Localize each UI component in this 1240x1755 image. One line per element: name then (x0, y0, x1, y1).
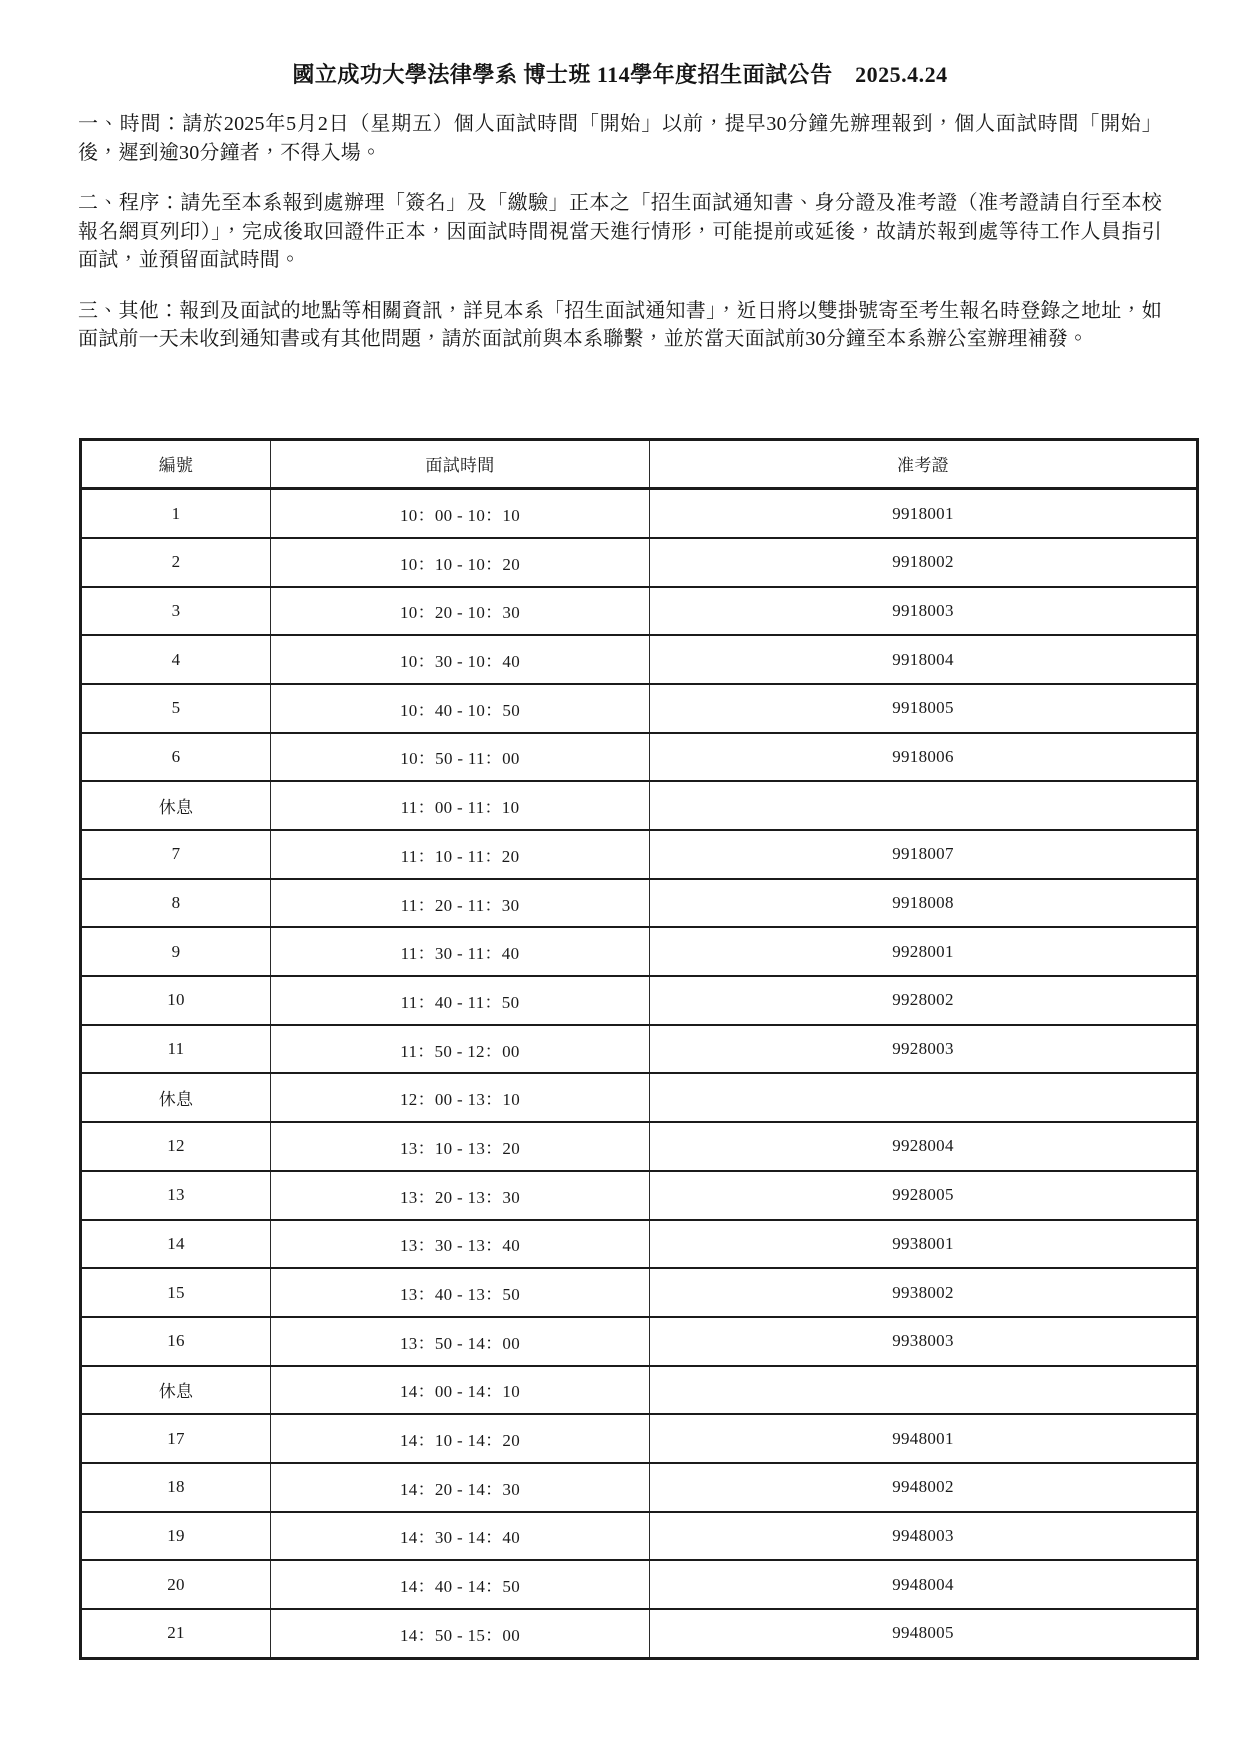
cell-number: 5 (81, 684, 271, 733)
cell-number: 休息 (81, 781, 271, 830)
cell-number: 12 (81, 1122, 271, 1171)
cell-number: 6 (81, 733, 271, 782)
cell-interview-time: 13：50 - 14：00 (271, 1317, 650, 1366)
table-row-break (81, 1366, 1198, 1415)
table-row (81, 1220, 1198, 1269)
paragraph-procedure: 二、程序：請先至本系報到處辦理「簽名」及「繳驗」正本之「招生面試通知書、身分證及准考證（准考證請自行至本校報名網頁列印）」，完成後取回證件正本，因面試時間視當天進行情形，可能提前或延後，故請於報到處等待工作人員指引面試，並預留面試時間。 (78, 192, 1162, 271)
table-row-break (81, 1073, 1198, 1122)
table-row (81, 1171, 1198, 1220)
cell-admission-ticket (650, 1366, 1198, 1415)
table-row (81, 635, 1198, 684)
cell-interview-time: 10：10 - 10：20 (271, 538, 650, 587)
cell-interview-time: 11：30 - 11：40 (271, 927, 650, 976)
paragraph-time-rules: 一、時間：請於2025年5月2日（星期五）個人面試時間「開始」以前，提早30分鐘先辦理報到，個人面試時間「開始」後，遲到逾30分鐘者，不得入場。 (78, 113, 1162, 164)
cell-interview-time: 11：00 - 11：10 (271, 781, 650, 830)
cell-interview-time: 10：30 - 10：40 (271, 635, 650, 684)
cell-interview-time: 12：00 - 13：10 (271, 1073, 650, 1122)
table-row (81, 1025, 1198, 1074)
table-row (81, 1122, 1198, 1171)
table-row (81, 1560, 1198, 1609)
paragraph-other-info: 三、其他：報到及面試的地點等相關資訊，詳見本系「招生面試通知書」，近日將以雙掛號寄至考生報名時登錄之地址，如面試前一天未收到通知書或有其他問題，請於面試前與本系聯繫，並於當天面試前30分鐘至本系辦公室辦理補發。 (78, 299, 1162, 350)
cell-number: 休息 (81, 1073, 271, 1122)
table-row (81, 1317, 1198, 1366)
cell-admission-ticket (650, 781, 1198, 830)
cell-number: 11 (81, 1025, 271, 1074)
cell-interview-time: 14：00 - 14：10 (271, 1366, 650, 1415)
cell-admission-ticket: 9948003 (650, 1512, 1198, 1561)
cell-admission-ticket: 9938002 (650, 1268, 1198, 1317)
cell-number: 15 (81, 1268, 271, 1317)
cell-number: 21 (81, 1609, 271, 1658)
table-row (81, 879, 1198, 928)
table-row (81, 1609, 1198, 1658)
cell-admission-ticket: 9948002 (650, 1463, 1198, 1512)
cell-number: 10 (81, 976, 271, 1025)
table-row (81, 684, 1198, 733)
cell-admission-ticket: 9928005 (650, 1171, 1198, 1220)
cell-admission-ticket: 9918006 (650, 733, 1198, 782)
cell-number: 14 (81, 1220, 271, 1269)
cell-admission-ticket: 9938001 (650, 1220, 1198, 1269)
cell-number: 19 (81, 1512, 271, 1561)
cell-admission-ticket: 9918007 (650, 830, 1198, 879)
column-header-number: 編號 (81, 439, 271, 489)
cell-interview-time: 14：50 - 15：00 (271, 1609, 650, 1658)
table-row (81, 538, 1198, 587)
cell-number: 休息 (81, 1366, 271, 1415)
page-title: 國立成功大學法律學系 博士班 114學年度招生面試公告 2025.4.24 (292, 62, 948, 87)
cell-number: 2 (81, 538, 271, 587)
cell-admission-ticket: 9918005 (650, 684, 1198, 733)
table-row (81, 1512, 1198, 1561)
cell-interview-time: 13：40 - 13：50 (271, 1268, 650, 1317)
cell-admission-ticket: 9948001 (650, 1414, 1198, 1463)
cell-admission-ticket: 9918003 (650, 587, 1198, 636)
table-row-break (81, 781, 1198, 830)
cell-interview-time: 10：20 - 10：30 (271, 587, 650, 636)
table-row (81, 927, 1198, 976)
cell-interview-time: 11：40 - 11：50 (271, 976, 650, 1025)
cell-admission-ticket: 9938003 (650, 1317, 1198, 1366)
cell-number: 17 (81, 1414, 271, 1463)
table-row (81, 1414, 1198, 1463)
column-header-admission-ticket: 准考證 (650, 439, 1198, 489)
cell-interview-time: 13：10 - 13：20 (271, 1122, 650, 1171)
cell-number: 4 (81, 635, 271, 684)
cell-interview-time: 11：10 - 11：20 (271, 830, 650, 879)
cell-admission-ticket: 9918001 (650, 489, 1198, 538)
table-row (81, 830, 1198, 879)
cell-admission-ticket: 9948004 (650, 1560, 1198, 1609)
cell-interview-time: 14：40 - 14：50 (271, 1560, 650, 1609)
cell-number: 13 (81, 1171, 271, 1220)
cell-number: 7 (81, 830, 271, 879)
cell-interview-time: 11：50 - 12：00 (271, 1025, 650, 1074)
cell-admission-ticket: 9948005 (650, 1609, 1198, 1658)
cell-admission-ticket (650, 1073, 1198, 1122)
cell-admission-ticket: 9928004 (650, 1122, 1198, 1171)
table-body (81, 489, 1198, 1659)
cell-number: 9 (81, 927, 271, 976)
table-row (81, 1463, 1198, 1512)
cell-interview-time: 10：40 - 10：50 (271, 684, 650, 733)
cell-admission-ticket: 9918002 (650, 538, 1198, 587)
cell-number: 3 (81, 587, 271, 636)
table-row (81, 1268, 1198, 1317)
cell-admission-ticket: 9918004 (650, 635, 1198, 684)
cell-number: 16 (81, 1317, 271, 1366)
table-row (81, 733, 1198, 782)
table-header-row (81, 439, 1198, 489)
cell-interview-time: 10：50 - 11：00 (271, 733, 650, 782)
cell-interview-time: 13：20 - 13：30 (271, 1171, 650, 1220)
cell-interview-time: 11：20 - 11：30 (271, 879, 650, 928)
cell-admission-ticket: 9928003 (650, 1025, 1198, 1074)
cell-number: 1 (81, 489, 271, 538)
column-header-interview-time: 面試時間 (271, 439, 650, 489)
table-row (81, 489, 1198, 538)
cell-interview-time: 14：10 - 14：20 (271, 1414, 650, 1463)
table-row (81, 587, 1198, 636)
cell-interview-time: 10：00 - 10：10 (271, 489, 650, 538)
interview-schedule-table (79, 438, 1199, 1660)
cell-admission-ticket: 9928002 (650, 976, 1198, 1025)
cell-number: 20 (81, 1560, 271, 1609)
cell-interview-time: 13：30 - 13：40 (271, 1220, 650, 1269)
cell-interview-time: 14：30 - 14：40 (271, 1512, 650, 1561)
cell-interview-time: 14：20 - 14：30 (271, 1463, 650, 1512)
cell-number: 18 (81, 1463, 271, 1512)
cell-number: 8 (81, 879, 271, 928)
table-row (81, 976, 1198, 1025)
cell-admission-ticket: 9928001 (650, 927, 1198, 976)
cell-admission-ticket: 9918008 (650, 879, 1198, 928)
